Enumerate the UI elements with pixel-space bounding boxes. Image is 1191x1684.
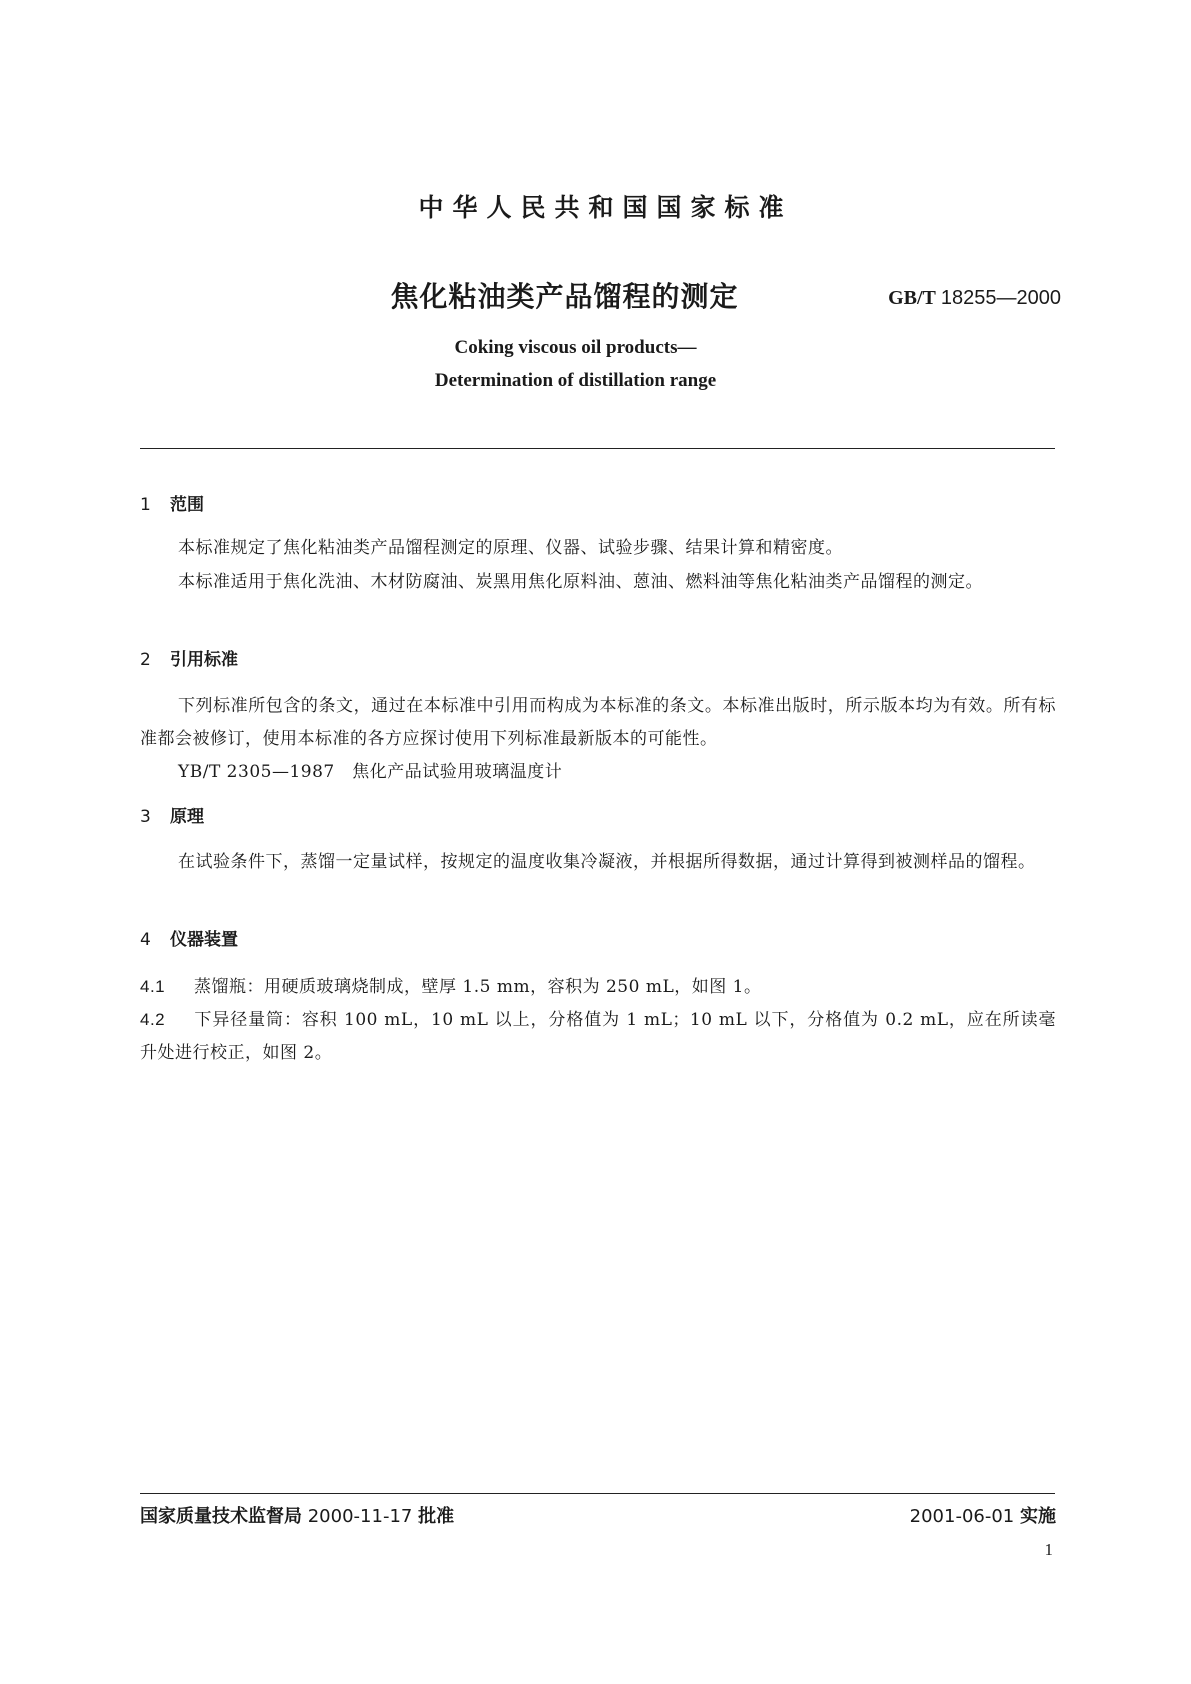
footer-divider (140, 1493, 1055, 1494)
standard-year-number: 18255—2000 (940, 287, 1061, 309)
normative-reference: YB/T 2305—1987 焦化产品试验用玻璃温度计 (178, 762, 563, 782)
section-1-paragraph-2: 本标准适用于焦化洗油、木材防腐油、炭黑用焦化原料油、蒽油、燃料油等焦化粘油类产品馏程的测定。 (178, 572, 983, 592)
issuing-authority: 国家质量技术监督局 (140, 1506, 302, 1527)
section-number: 3 (140, 807, 151, 827)
approval-date: 2000-11-17 (307, 1506, 413, 1527)
clause-number: 4.1 (140, 977, 166, 996)
clause-text: 蒸馏瓶：用硬质玻璃烧制成，壁厚 1.5 mm，容积为 250 mL，如图 1。 (194, 977, 762, 997)
section-4-heading (140, 925, 238, 950)
header-divider (140, 448, 1055, 449)
standard-code: GB/T (888, 287, 936, 309)
approval-info (140, 1502, 454, 1528)
implementation-date: 2001-06-01 (909, 1506, 1015, 1527)
clause-4-1 (140, 970, 1056, 1004)
section-2-heading (140, 645, 238, 670)
implementation-label: 实施 (1020, 1506, 1056, 1527)
approval-label: 批准 (418, 1506, 455, 1527)
document-title-en-line1: Coking viscous oil products— (454, 337, 697, 358)
clause-text: 下异径量筒：容积 100 mL，10 mL 以上，分格值为 1 mL；10 mL 以下，分格值为 0.2 mL，应在所读毫升处进行校正，如图 2。 (140, 1010, 1056, 1063)
section-number: 1 (140, 495, 151, 515)
document-title-en-line2: Determination of distillation range (434, 370, 717, 391)
section-number: 4 (140, 930, 151, 950)
section-3-paragraph-1: 在试验条件下，蒸馏一定量试样，按规定的温度收集冷凝液，并根据所得数据，通过计算得到被测样品的馏程。 (178, 852, 1036, 872)
section-title: 范围 (170, 495, 204, 515)
section-title: 引用标准 (170, 650, 238, 670)
implementation-info (910, 1502, 1056, 1528)
section-title: 仪器装置 (170, 930, 238, 950)
section-number: 2 (140, 650, 151, 670)
national-standard-heading: 中华人民共和国国家标准 (418, 193, 793, 222)
clause-4-2 (140, 1003, 1056, 1070)
page-number: 1 (1044, 1540, 1053, 1559)
standard-number (888, 287, 1061, 310)
clause-number: 4.2 (140, 1010, 166, 1029)
section-title: 原理 (170, 807, 204, 827)
section-3-heading (140, 802, 204, 827)
section-1-paragraph-1: 本标准规定了焦化粘油类产品馏程测定的原理、仪器、试验步骤、结果计算和精密度。 (178, 538, 843, 558)
section-1-heading (140, 490, 204, 515)
document-title-cn: 焦化粘油类产品馏程的测定 (390, 280, 739, 313)
section-2-paragraph-1: 下列标准所包含的条文，通过在本标准中引用而构成为本标准的条文。本标准出版时，所示版本均为有效。所有标准都会被修订，使用本标准的各方应探讨使用下列标准最新版本的可能性。 (140, 696, 1056, 749)
